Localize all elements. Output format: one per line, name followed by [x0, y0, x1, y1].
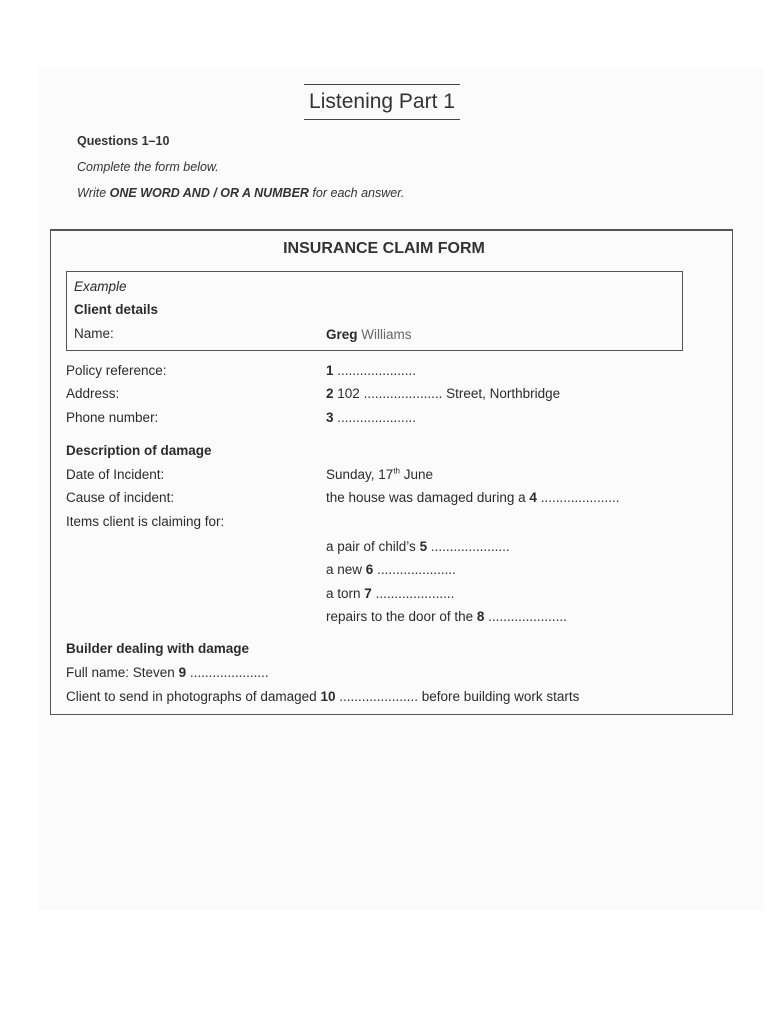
damage-heading: Description of damage — [66, 443, 212, 458]
answer-4[interactable]: the house was damaged during a 4 ..................... — [326, 490, 620, 505]
answer-3[interactable]: 3 ..................... — [326, 410, 417, 425]
instruction-line-1: Complete the form below. — [77, 160, 219, 174]
answer-5[interactable]: a pair of child’s 5 ..................... — [326, 539, 510, 554]
name-label: Name: — [74, 326, 114, 341]
example-name-value: Greg Williams — [326, 327, 412, 342]
page-title: Listening Part 1 — [304, 84, 460, 120]
cause-label: Cause of incident: — [66, 490, 175, 505]
answer-1[interactable]: 1 ..................... — [326, 363, 417, 378]
date-label: Date of Incident: — [66, 467, 165, 482]
phone-label: Phone number: — [66, 410, 159, 425]
form-title: INSURANCE CLAIM FORM — [283, 240, 485, 257]
items-label: Items client is claiming for: — [66, 514, 225, 529]
builder-heading: Builder dealing with damage — [66, 641, 250, 656]
answer-10[interactable]: Client to send in photographs of damaged 10 ..................... before building work starts — [66, 689, 580, 704]
answer-2[interactable]: 2 102 ..................... Street, Northbridge — [326, 386, 561, 401]
client-details-heading: Client details — [74, 302, 159, 317]
questions-range: Questions 1–10 — [77, 134, 170, 148]
policy-label: Policy reference: — [66, 363, 167, 378]
instruction-emphasis: ONE WORD AND / OR A NUMBER — [109, 186, 309, 200]
answer-8[interactable]: repairs to the door of the 8 ..................... — [326, 609, 567, 624]
instruction-line-2: Write ONE WORD AND / OR A NUMBER for each answer. — [77, 186, 405, 200]
answer-9[interactable]: Full name: Steven 9 ..................... — [66, 665, 269, 680]
address-label: Address: — [66, 386, 120, 401]
date-value: Sunday, 17th June — [326, 466, 434, 482]
answer-7[interactable]: a torn 7 ..................... — [326, 586, 455, 601]
example-label: Example — [74, 279, 127, 294]
answer-6[interactable]: a new 6 ..................... — [326, 562, 456, 577]
